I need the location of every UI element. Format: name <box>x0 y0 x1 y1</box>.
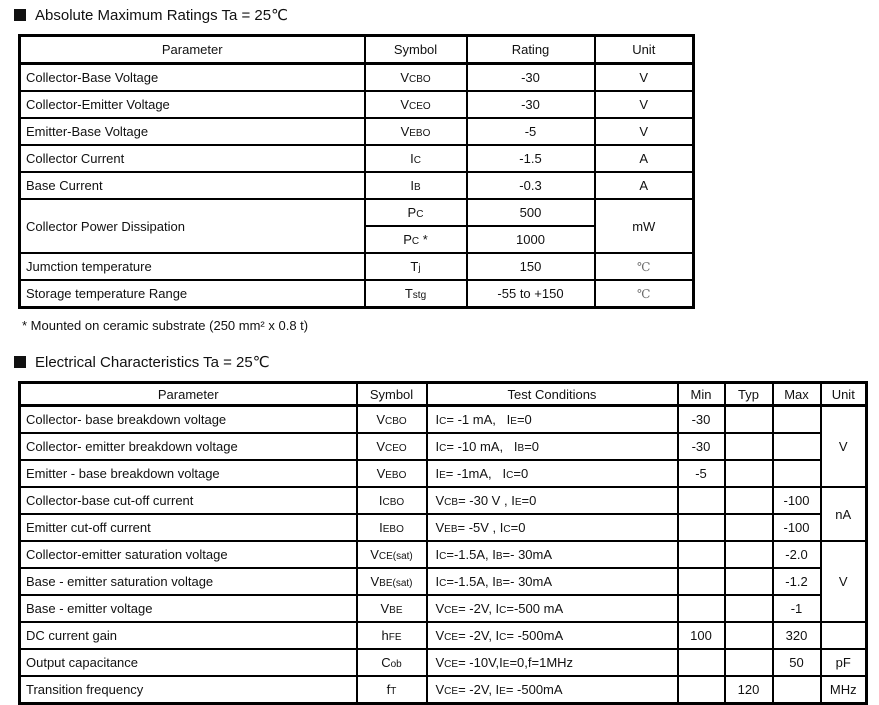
unit-cell: mW <box>595 199 694 253</box>
header-parameter: Parameter <box>20 36 365 64</box>
rating-cell: -0.3 <box>467 172 595 199</box>
parameter-cell: Base - emitter voltage <box>20 595 357 622</box>
table-row <box>20 64 694 92</box>
unit-cell: A <box>595 145 694 172</box>
min-cell: 100 <box>678 622 725 649</box>
parameter-cell: DC current gain <box>20 622 357 649</box>
table-row <box>20 676 867 704</box>
symbol-cell: VCBO <box>365 64 467 92</box>
max-cell: -100 <box>773 487 821 514</box>
table-row <box>20 280 694 308</box>
table-row <box>20 145 694 172</box>
table-row <box>20 199 694 226</box>
rating-cell: -55 to +150 <box>467 280 595 308</box>
table-row <box>20 118 694 145</box>
unit-cell: V <box>821 406 867 488</box>
electrical-characteristics-table <box>18 381 868 705</box>
absolute-maximum-ratings-table <box>18 34 695 309</box>
table-footnote: * Mounted on ceramic substrate (250 mm² x 0.8 t) <box>22 318 309 333</box>
max-cell <box>773 676 821 704</box>
symbol-cell: hFE <box>357 622 427 649</box>
symbol-cell: VBE(sat) <box>357 568 427 595</box>
unit-cell: V <box>595 64 694 92</box>
symbol-cell: Tj <box>365 253 467 280</box>
min-cell <box>678 541 725 568</box>
header-parameter: Parameter <box>20 383 357 406</box>
min-cell: -30 <box>678 406 725 434</box>
table-header-row <box>20 36 694 64</box>
header-unit: Unit <box>595 36 694 64</box>
table-row <box>20 622 867 649</box>
typ-cell <box>725 649 773 676</box>
conditions-cell: VCB= -30 V , IE=0 <box>427 487 678 514</box>
conditions-cell: IE= -1mA, IC=0 <box>427 460 678 487</box>
section-title-electrical-characteristics <box>14 351 879 373</box>
max-cell: -100 <box>773 514 821 541</box>
conditions-cell: VCE= -10V,IE=0,f=1MHz <box>427 649 678 676</box>
table-row <box>20 91 694 118</box>
parameter-cell: Collector-Base Voltage <box>20 64 365 92</box>
conditions-cell: VCE= -2V, IC=-500 mA <box>427 595 678 622</box>
typ-cell <box>725 514 773 541</box>
min-cell <box>678 649 725 676</box>
max-cell: 50 <box>773 649 821 676</box>
header-unit: Unit <box>821 383 867 406</box>
symbol-cell: IB <box>365 172 467 199</box>
max-cell: 320 <box>773 622 821 649</box>
unit-cell: A <box>595 172 694 199</box>
parameter-cell: Emitter-Base Voltage <box>20 118 365 145</box>
rating-cell: 150 <box>467 253 595 280</box>
min-cell <box>678 595 725 622</box>
min-cell: -5 <box>678 460 725 487</box>
symbol-cell: fT <box>357 676 427 704</box>
rating-cell: -1.5 <box>467 145 595 172</box>
section-title-text: Electrical Characteristics Ta = 25℃ <box>35 354 270 371</box>
typ-cell <box>725 406 773 434</box>
typ-cell <box>725 541 773 568</box>
typ-cell <box>725 595 773 622</box>
min-cell: -30 <box>678 433 725 460</box>
typ-cell <box>725 460 773 487</box>
section-title-text: Absolute Maximum Ratings Ta = 25℃ <box>35 7 288 24</box>
symbol-cell: VCE(sat) <box>357 541 427 568</box>
unit-cell: nA <box>821 487 867 541</box>
table-row <box>20 433 867 460</box>
max-cell: -1.2 <box>773 568 821 595</box>
table-row <box>20 595 867 622</box>
conditions-cell: IC= -1 mA, IE=0 <box>427 406 678 434</box>
symbol-cell: PC <box>365 199 467 226</box>
table-row <box>20 568 867 595</box>
symbol-cell: IEBO <box>357 514 427 541</box>
rating-cell: -30 <box>467 64 595 92</box>
symbol-cell: VEBO <box>357 460 427 487</box>
conditions-cell: VCE= -2V, IE= -500mA <box>427 676 678 704</box>
typ-cell <box>725 622 773 649</box>
table-row <box>20 541 867 568</box>
rating-cell: -30 <box>467 91 595 118</box>
symbol-cell: PC * <box>365 226 467 253</box>
section-bullet-icon <box>14 356 26 368</box>
table-row <box>20 460 867 487</box>
parameter-cell: Storage temperature Range <box>20 280 365 308</box>
typ-cell: 120 <box>725 676 773 704</box>
min-cell <box>678 568 725 595</box>
table-header-row <box>20 383 867 406</box>
max-cell: -2.0 <box>773 541 821 568</box>
unit-cell <box>821 622 867 649</box>
conditions-cell: IC= -10 mA, IB=0 <box>427 433 678 460</box>
unit-cell: V <box>595 118 694 145</box>
parameter-cell: Base - emitter saturation voltage <box>20 568 357 595</box>
header-rating: Rating <box>467 36 595 64</box>
header-test-conditions: Test Conditions <box>427 383 678 406</box>
typ-cell <box>725 487 773 514</box>
unit-cell: V <box>821 541 867 622</box>
parameter-cell: Base Current <box>20 172 365 199</box>
rating-cell: 500 <box>467 199 595 226</box>
min-cell <box>678 487 725 514</box>
min-cell <box>678 514 725 541</box>
section-bullet-icon <box>14 9 26 21</box>
unit-cell: V <box>595 91 694 118</box>
max-cell <box>773 460 821 487</box>
symbol-cell: IC <box>365 145 467 172</box>
header-symbol: Symbol <box>357 383 427 406</box>
table-row <box>20 253 694 280</box>
symbol-cell: VCEO <box>365 91 467 118</box>
parameter-cell: Transition frequency <box>20 676 357 704</box>
header-typ: Typ <box>725 383 773 406</box>
parameter-cell: Emitter cut-off current <box>20 514 357 541</box>
conditions-cell: IC=-1.5A, IB=- 30mA <box>427 541 678 568</box>
rating-cell: 1000 <box>467 226 595 253</box>
symbol-cell: VEBO <box>365 118 467 145</box>
conditions-cell: VCE= -2V, IC= -500mA <box>427 622 678 649</box>
unit-cell: pF <box>821 649 867 676</box>
conditions-cell: VEB= -5V , IC=0 <box>427 514 678 541</box>
typ-cell <box>725 433 773 460</box>
rating-cell: -5 <box>467 118 595 145</box>
parameter-cell: Emitter - base breakdown voltage <box>20 460 357 487</box>
section-title-absolute-maximum-ratings <box>14 4 879 26</box>
max-cell: -1 <box>773 595 821 622</box>
parameter-cell: Collector-base cut-off current <box>20 487 357 514</box>
symbol-cell: VCBO <box>357 406 427 434</box>
unit-cell: ℃ <box>595 253 694 280</box>
unit-cell: MHz <box>821 676 867 704</box>
min-cell <box>678 676 725 704</box>
parameter-cell: Collector-emitter saturation voltage <box>20 541 357 568</box>
symbol-cell: VCEO <box>357 433 427 460</box>
table-row <box>20 649 867 676</box>
parameter-cell: Collector Current <box>20 145 365 172</box>
parameter-cell: Collector- emitter breakdown voltage <box>20 433 357 460</box>
parameter-cell: Collector-Emitter Voltage <box>20 91 365 118</box>
symbol-cell: ICBO <box>357 487 427 514</box>
table-row <box>20 514 867 541</box>
table-row <box>20 487 867 514</box>
parameter-cell: Jumction temperature <box>20 253 365 280</box>
table-row <box>20 172 694 199</box>
max-cell <box>773 406 821 434</box>
header-min: Min <box>678 383 725 406</box>
symbol-cell: VBE <box>357 595 427 622</box>
header-max: Max <box>773 383 821 406</box>
parameter-cell: Collector Power Dissipation <box>20 199 365 253</box>
unit-cell: ℃ <box>595 280 694 308</box>
table-row <box>20 406 867 434</box>
symbol-cell: Cob <box>357 649 427 676</box>
parameter-cell: Output capacitance <box>20 649 357 676</box>
typ-cell <box>725 568 773 595</box>
parameter-cell: Collector- base breakdown voltage <box>20 406 357 434</box>
header-symbol: Symbol <box>365 36 467 64</box>
max-cell <box>773 433 821 460</box>
symbol-cell: Tstg <box>365 280 467 308</box>
conditions-cell: IC=-1.5A, IB=- 30mA <box>427 568 678 595</box>
